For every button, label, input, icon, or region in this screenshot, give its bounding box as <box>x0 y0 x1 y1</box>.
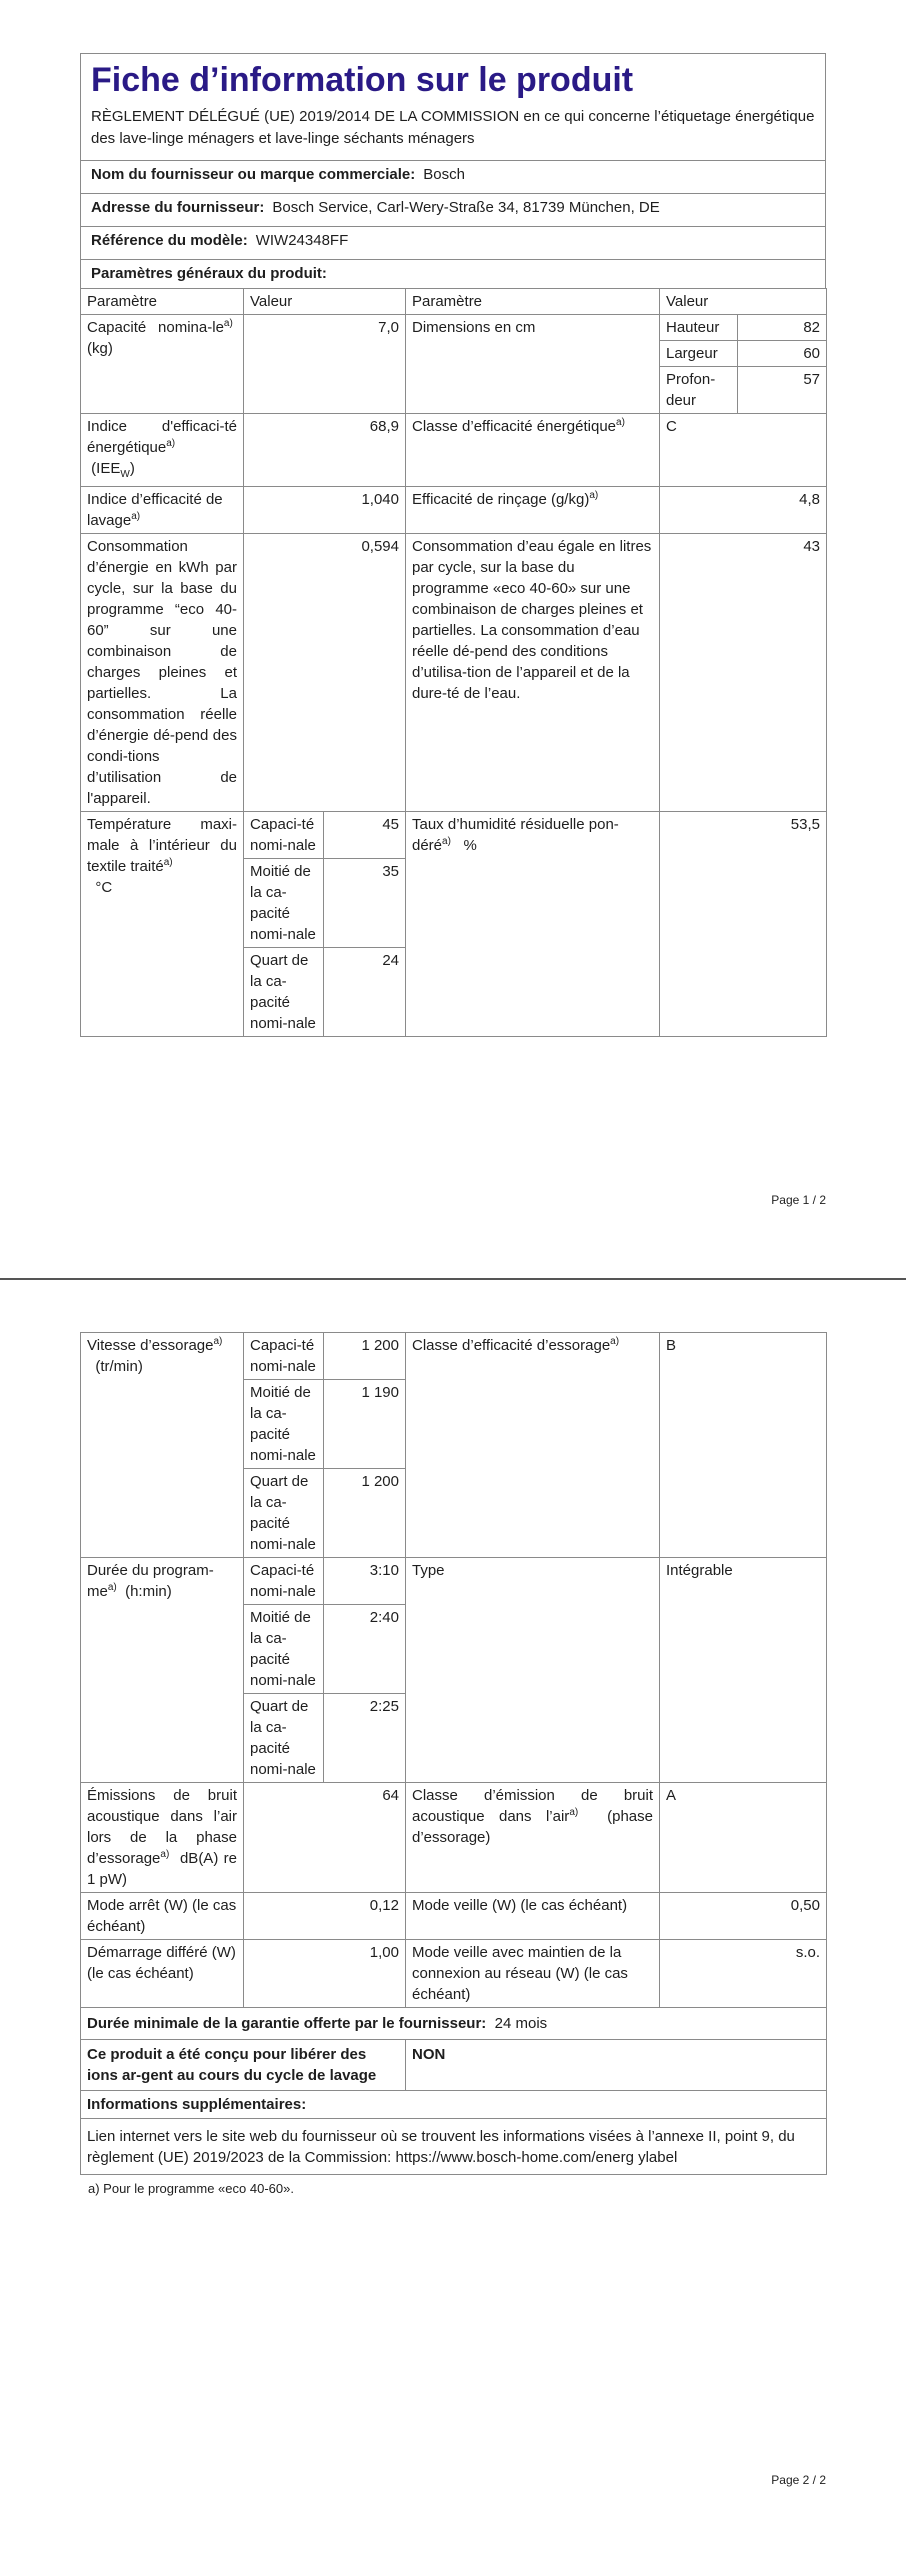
table-row <box>81 2008 827 2040</box>
energy-cons-value: 0,594 <box>244 534 406 812</box>
regulation-subtitle: RÈGLEMENT DÉLÉGUÉ (UE) 2019/2014 DE LA COMMISSION en ce qui concerne l’étiquetage énergétique des lave-linge ménagers et lave-linge séchants ménagers <box>91 108 815 147</box>
table-row <box>81 534 827 812</box>
title-block <box>80 53 826 160</box>
table-row <box>81 812 827 859</box>
supplier-link-text: Lien internet vers le site web du fournisseur où se trouvent les informations visées à l’annexe II, point 9, du règlement (UE) 2019/2023 de la Commission: https://www.bosch-home.com/energ ylabel <box>81 2119 827 2175</box>
temp-rated-label: Capaci-té nomi-nale <box>244 812 324 859</box>
col-header-value: Valeur <box>244 289 406 315</box>
capacity-label-cell: Capacité nomina-$le^{a)}$ (kg) <box>81 315 244 414</box>
general-params-label: Paramètres généraux du produit: <box>91 265 327 282</box>
temp-rated-value: 45 <box>324 812 406 859</box>
table-row <box>81 487 827 534</box>
table-header-row <box>81 289 827 315</box>
col-header-param-2: Paramètre <box>406 289 660 315</box>
temp-quarter-value: 24 <box>324 948 406 1037</box>
spin-rated-value: 1 200 <box>324 1333 406 1380</box>
energy-class-label-cell: Classe d’efficacité énergétique$^{a)}$ <box>406 414 660 487</box>
supplier-value: Bosch <box>423 166 465 183</box>
additional-info-label: Informations supplémentaires: <box>81 2091 827 2119</box>
networked-standby-value: s.o. <box>660 1940 827 2008</box>
table-row <box>81 315 827 341</box>
temp-label-cell: Température maxi-male à l’intérieur du textile traité$^{a)}$ °C <box>81 812 244 1037</box>
type-label: Type <box>406 1558 660 1783</box>
noise-class-value: A <box>660 1783 827 1893</box>
table-row <box>81 2119 827 2175</box>
spin-quarter-label: Quart de la ca-pacité nomi-nale <box>244 1469 324 1558</box>
general-params-row <box>80 259 826 288</box>
col-header-value-2: Valeur <box>660 289 827 315</box>
spin-label-cell: Vitesse d’essorage$^{a)}$ (tr/min) <box>81 1333 244 1558</box>
noise-value: 64 <box>244 1783 406 1893</box>
off-mode-label: Mode arrêt (W) (le cas échéant) <box>81 1893 244 1940</box>
width-label: Largeur <box>660 341 738 367</box>
eei-value: 68,9 <box>244 414 406 487</box>
moisture-label-cell: Taux d’humidité résiduelle pon-déré$^{a)}$ % <box>406 812 660 1037</box>
spin-half-value: 1 190 <box>324 1380 406 1469</box>
footnote: a) Pour le programme «eco 40-60». <box>88 2181 294 2196</box>
networked-standby-label: Mode veille avec maintien de la connexion au réseau (W) (le cas échéant) <box>406 1940 660 2008</box>
type-value: Intégrable <box>660 1558 827 1783</box>
temp-half-value: 35 <box>324 859 406 948</box>
supplier-label: Nom du fournisseur ou marque commerciale: <box>91 166 416 183</box>
table-row <box>81 1333 827 1380</box>
off-mode-value: 0,12 <box>244 1893 406 1940</box>
depth-label: Profon-deur <box>660 367 738 414</box>
wash-index-value: 1,040 <box>244 487 406 534</box>
address-row <box>80 193 826 222</box>
delay-start-label: Démarrage différé (W) (le cas échéant) <box>81 1940 244 2008</box>
duration-rated-label: Capaci-té nomi-nale <box>244 1558 324 1605</box>
model-label: Référence du modèle: <box>91 232 248 249</box>
height-label: Hauteur <box>660 315 738 341</box>
table-row <box>81 2091 827 2119</box>
noise-label-cell: Émissions de bruit acoustique dans l’air lors de la phase d’essorage$^{a)}$ dB(A) re 1 pW) <box>81 1783 244 1893</box>
height-value: 82 <box>738 315 827 341</box>
warranty-cell <box>81 2008 827 2040</box>
width-value: 60 <box>738 341 827 367</box>
temp-quarter-label: Quart de la ca-pacité nomi-nale <box>244 948 324 1037</box>
spin-class-label-cell: Classe d’efficacité d’essorage$^{a)}$ <box>406 1333 660 1558</box>
col-header-param: Paramètre <box>81 289 244 315</box>
rinse-label-cell: Efficacité de rinçage $(g/kg)^{a)}$ <box>406 487 660 534</box>
moisture-value: 53,5 <box>660 812 827 1037</box>
product-params-table <box>80 288 827 1037</box>
duration-half-value: 2:40 <box>324 1605 406 1694</box>
spin-rated-label: Capaci-té nomi-nale <box>244 1333 324 1380</box>
page-number: Page 1 / 2 <box>771 1193 826 1207</box>
duration-rated-value: 3:10 <box>324 1558 406 1605</box>
address-label: Adresse du fournisseur: <box>91 199 265 216</box>
model-value: WIW24348FF <box>255 232 349 249</box>
depth-value: 57 <box>738 367 827 414</box>
page-divider <box>0 1278 906 1280</box>
duration-half-label: Moitié de la ca-pacité nomi-nale <box>244 1605 324 1694</box>
water-cons-value: 43 <box>660 534 827 812</box>
page-number: Page 2 / 2 <box>771 2473 826 2487</box>
spin-quarter-value: 1 200 <box>324 1469 406 1558</box>
page-2 <box>0 1281 906 2560</box>
temp-half-label: Moitié de la ca-pacité nomi-nale <box>244 859 324 948</box>
rinse-value: 4,8 <box>660 487 827 534</box>
silver-ions-label: Ce produit a été conçu pour libérer des ions ar-gent au cours du cycle de lavage <box>81 2040 406 2091</box>
eei-label-cell: Indice d'efficaci-té énergétique$^{a)}$ $(IEE_W)$ <box>81 414 244 487</box>
table-row <box>81 1783 827 1893</box>
standby-label: Mode veille (W) (le cas échéant) <box>406 1893 660 1940</box>
product-params-table-2 <box>80 1332 827 2175</box>
dimensions-label: Dimensions en cm <box>406 315 660 414</box>
silver-ions-value: NON <box>406 2040 827 2091</box>
noise-class-label-cell: Classe d’émission de bruit acoustique dans l’air$^{a)}$ (phase d’essorage) <box>406 1783 660 1893</box>
address-value: Bosch Service, Carl-Wery-Straße 34, 81739 München, DE <box>272 199 660 216</box>
wash-index-label-cell: Indice d’efficacité de lavage$^{a)}$ <box>81 487 244 534</box>
page-1-content <box>80 53 826 1037</box>
energy-cons-label: Consommation d’énergie en kWh par cycle, sur la base du programme “eco 40-60” sur une combinaison de charges pleines et partielles. La consommation réelle d’énergie dé-pend des condi-tions d’utilisation de l'appareil. <box>81 534 244 812</box>
page-2-content <box>80 1332 826 2196</box>
duration-label-cell: Durée du program-$me^{a)}$ (h:min) <box>81 1558 244 1783</box>
capacity-value: 7,0 <box>244 315 406 414</box>
table-row <box>81 1893 827 1940</box>
warranty-value: 24 mois <box>494 2015 548 2032</box>
page-title: Fiche d’information sur le produit <box>91 61 634 99</box>
model-row <box>80 226 826 255</box>
duration-quarter-value: 2:25 <box>324 1694 406 1783</box>
energy-class-value: C <box>660 414 827 487</box>
supplier-row <box>80 160 826 189</box>
standby-value: 0,50 <box>660 1893 827 1940</box>
table-row <box>81 1558 827 1605</box>
warranty-label: Durée minimale de la garantie offerte par le fournisseur: <box>87 2015 487 2032</box>
delay-start-value: 1,00 <box>244 1940 406 2008</box>
table-row <box>81 2040 827 2091</box>
water-cons-label: Consommation d’eau égale en litres par cycle, sur la base du programme «eco 40-60» sur une combinaison de charges pleines et partielles. La consommation d’eau réelle dé-pend des conditions d’utilisa-tion de l’appareil et de la dure-té de l’eau. <box>406 534 660 812</box>
table-row <box>81 414 827 487</box>
spin-class-value: B <box>660 1333 827 1558</box>
table-row <box>81 1940 827 2008</box>
page-1 <box>0 0 906 1278</box>
duration-quarter-label: Quart de la ca-pacité nomi-nale <box>244 1694 324 1783</box>
spin-half-label: Moitié de la ca-pacité nomi-nale <box>244 1380 324 1469</box>
